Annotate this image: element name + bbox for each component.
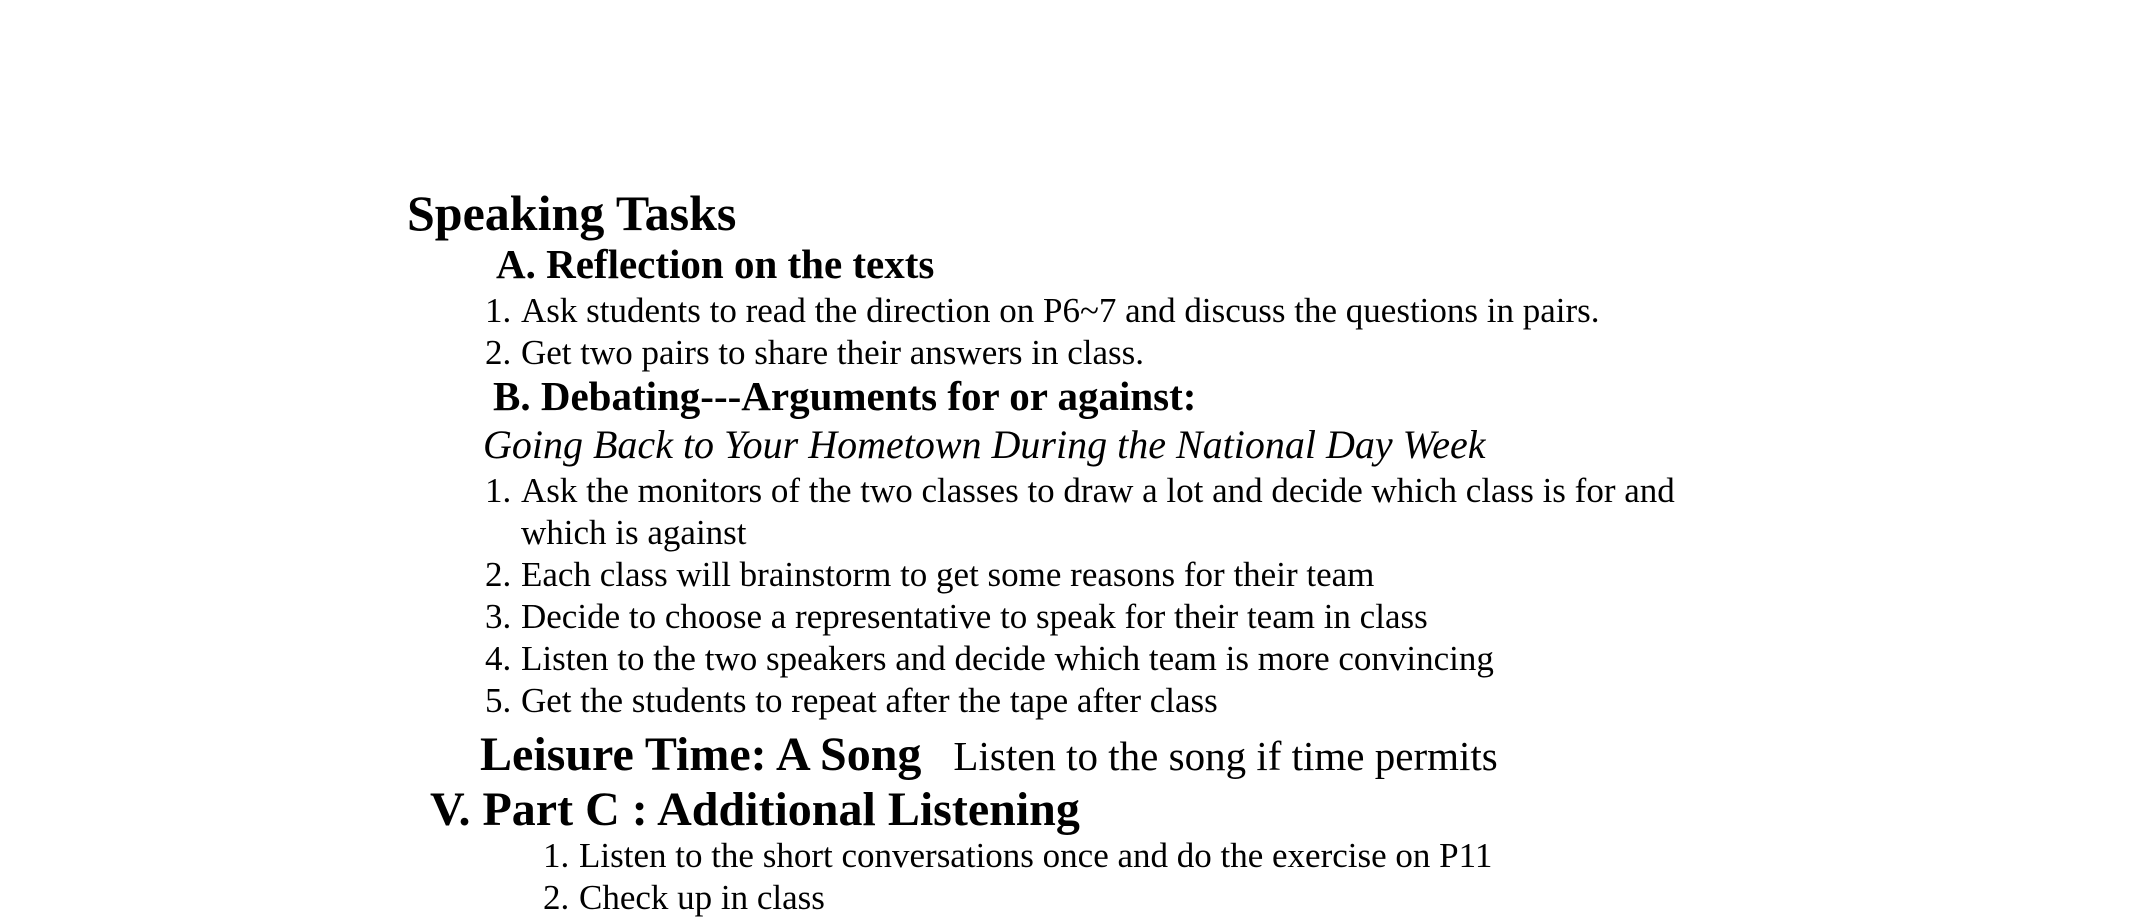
leisure-note: Listen to the song if time permits — [953, 733, 1498, 779]
list-item-number: 1. — [543, 836, 570, 875]
section-b-title: B. Debating---Arguments for or against: — [493, 373, 1197, 419]
list-item-continuation: which is against — [521, 513, 747, 552]
page-title: Speaking Tasks — [407, 185, 737, 241]
list-item-text: Check up in class — [579, 878, 825, 917]
list-item-number: 5. — [485, 681, 512, 720]
part-c-title: V. Part C : Additional Listening — [430, 783, 1080, 836]
list-item-text: Listen to the short conversations once and do the exercise on P11 — [579, 836, 1493, 875]
list-item-text: Get two pairs to share their answers in class. — [521, 333, 1145, 372]
list-item-number: 3. — [485, 597, 512, 636]
list-item-text: Decide to choose a representative to speak for their team in class — [521, 597, 1428, 636]
list-item-number: 1. — [485, 291, 512, 330]
list-item-text: Get the students to repeat after the tape after class — [521, 681, 1218, 720]
list-item-text: Listen to the two speakers and decide which team is more convincing — [521, 639, 1494, 678]
leisure-line — [480, 728, 1498, 781]
leisure-title: Leisure Time: A Song — [480, 728, 922, 781]
list-item-number: 2. — [543, 878, 570, 917]
section-a-title: A. Reflection on the texts — [496, 241, 935, 287]
list-item-number: 1. — [485, 471, 512, 510]
list-item-number: 4. — [485, 639, 512, 678]
list-item-number: 2. — [485, 333, 512, 372]
debate-topic: Going Back to Your Hometown During the National Day Week — [483, 422, 1486, 467]
list-item-text: Ask students to read the direction on P6~7 and discuss the questions in pairs. — [521, 291, 1600, 330]
list-item-number: 2. — [485, 555, 512, 594]
list-item-text: Each class will brainstorm to get some reasons for their team — [521, 555, 1375, 594]
list-item-text: Ask the monitors of the two classes to draw a lot and decide which class is for and — [521, 471, 1675, 510]
